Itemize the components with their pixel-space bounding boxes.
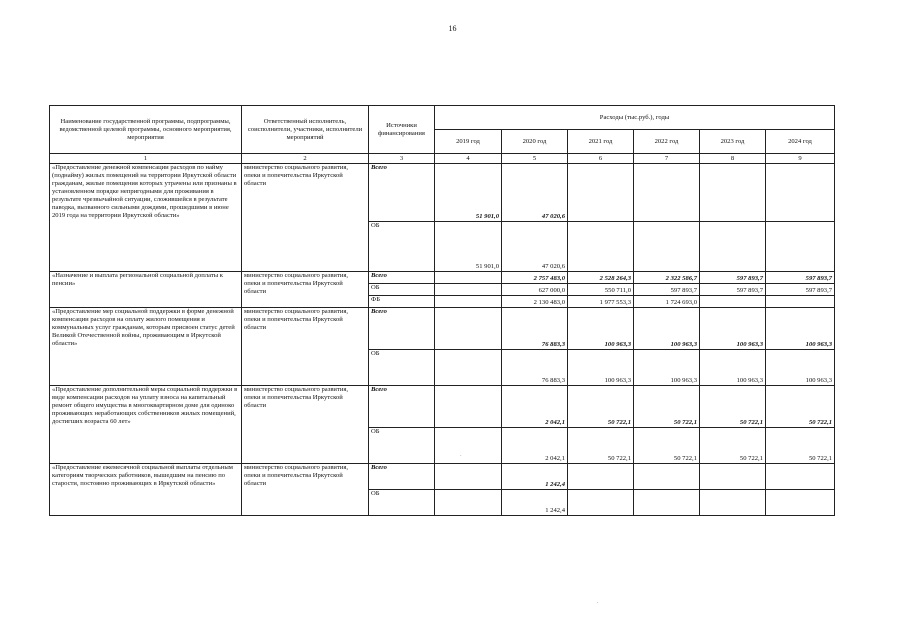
expense-value: 100 963,3 bbox=[700, 308, 766, 350]
funding-source: Всего bbox=[369, 272, 435, 284]
expense-value: 597 893,7 bbox=[766, 272, 835, 284]
expense-value bbox=[435, 350, 502, 386]
expense-value: 2 322 586,7 bbox=[634, 272, 700, 284]
expense-value: 2 042,1 bbox=[502, 428, 568, 464]
expense-value bbox=[435, 284, 502, 296]
expense-value bbox=[700, 164, 766, 222]
expense-value: 100 963,3 bbox=[568, 350, 634, 386]
expense-value bbox=[634, 164, 700, 222]
expense-value: 100 963,3 bbox=[634, 350, 700, 386]
expense-value: 597 893,7 bbox=[700, 284, 766, 296]
page-number: 16 bbox=[448, 24, 457, 33]
measure-name: «Предоставление ежемесячной социальной выплаты отдельным категориям творческих работников, вышедшим на пенсию по старости, постоянно проживающих в Иркутской области» bbox=[50, 464, 242, 516]
expense-value: 1 242,4 bbox=[502, 464, 568, 490]
measure-executor: министерство социального развития, опеки и попечительства Иркутской области bbox=[242, 308, 369, 386]
budget-table bbox=[49, 105, 835, 516]
funding-source: Всего bbox=[369, 308, 435, 350]
column-number: 7 bbox=[634, 154, 700, 164]
expense-value bbox=[435, 428, 502, 464]
measure-name: «Назначение и выплата региональной социальной доплаты к пенсии» bbox=[50, 272, 242, 308]
expense-value: 50 722,1 bbox=[766, 428, 835, 464]
measure-executor: министерство социального развития, опеки и попечительства Иркутской области bbox=[242, 272, 369, 308]
header-year: 2020 год bbox=[502, 130, 568, 154]
expense-value: 100 963,3 bbox=[700, 350, 766, 386]
table-row bbox=[50, 308, 835, 350]
expense-value: 51 901,0 bbox=[435, 222, 502, 272]
expense-value bbox=[568, 164, 634, 222]
expense-value bbox=[766, 296, 835, 308]
expense-value bbox=[435, 490, 502, 516]
header-year: 2024 год bbox=[766, 130, 835, 154]
expense-value bbox=[568, 222, 634, 272]
scan-speck: · bbox=[460, 454, 462, 459]
measure-executor: министерство социального развития, опеки и попечительства Иркутской области bbox=[242, 386, 369, 464]
expense-value bbox=[634, 490, 700, 516]
expense-value: 627 000,0 bbox=[502, 284, 568, 296]
funding-source: Всего bbox=[369, 164, 435, 222]
funding-source: ОБ bbox=[369, 428, 435, 464]
header-source: Источники финансирования bbox=[369, 106, 435, 154]
measure-name: «Предоставление дополнительной меры социальной поддержки в виде компенсации расходов на уплату взноса на капитальный ремонт общего имущества в многоквартирном доме для одиноко проживающих неработающих собственников жилых помещений, достигших возраста 60 лет» bbox=[50, 386, 242, 464]
expense-value bbox=[700, 222, 766, 272]
expense-value: 2 042,1 bbox=[502, 386, 568, 428]
scan-speck: · bbox=[597, 601, 599, 606]
expense-value bbox=[700, 296, 766, 308]
funding-source: Всего bbox=[369, 386, 435, 428]
expense-value: 50 722,1 bbox=[700, 386, 766, 428]
expense-value: 1 977 553,3 bbox=[568, 296, 634, 308]
header-year: 2022 год bbox=[634, 130, 700, 154]
header-executor: Ответственный исполнитель, соисполнители, участники, исполнители мероприятий bbox=[242, 106, 369, 154]
funding-source: ОБ bbox=[369, 284, 435, 296]
measure-executor: министерство социального развития, опеки и попечительства Иркутской области bbox=[242, 464, 369, 516]
column-number: 1 bbox=[50, 154, 242, 164]
column-number: 6 bbox=[568, 154, 634, 164]
table-row bbox=[50, 464, 835, 490]
expense-value: 100 963,3 bbox=[568, 308, 634, 350]
table-row bbox=[50, 164, 835, 222]
expense-value: 1 242,4 bbox=[502, 490, 568, 516]
column-number: 9 bbox=[766, 154, 835, 164]
measure-name: «Предоставление мер социальной поддержки в форме денежной компенсации расходов на оплату жилого помещения и коммунальных услуг гражданам, которым присвоен статус детей Великой Отечественной войны, проживающим в Иркутской области» bbox=[50, 308, 242, 386]
expense-value: 50 722,1 bbox=[568, 428, 634, 464]
expense-value: 597 893,7 bbox=[634, 284, 700, 296]
funding-source: ФБ bbox=[369, 296, 435, 308]
expense-value bbox=[766, 164, 835, 222]
funding-source: ОБ bbox=[369, 350, 435, 386]
expense-value: 50 722,1 bbox=[568, 386, 634, 428]
expense-value: 47 020,6 bbox=[502, 222, 568, 272]
funding-source: ОБ bbox=[369, 222, 435, 272]
header-year: 2019 год bbox=[435, 130, 502, 154]
column-number: 8 bbox=[700, 154, 766, 164]
funding-source: ОБ bbox=[369, 490, 435, 516]
expense-value bbox=[700, 464, 766, 490]
expense-value: 2 130 483,0 bbox=[502, 296, 568, 308]
expense-value bbox=[766, 222, 835, 272]
expense-value: 76 883,3 bbox=[502, 308, 568, 350]
measure-executor: министерство социального развития, опеки и попечительства Иркутской области bbox=[242, 164, 369, 272]
expense-value bbox=[568, 490, 634, 516]
expense-value: 100 963,3 bbox=[634, 308, 700, 350]
expense-value: 2 528 264,3 bbox=[568, 272, 634, 284]
funding-source: Всего bbox=[369, 464, 435, 490]
expense-value bbox=[435, 308, 502, 350]
header-name: Наименование государственной программы, подпрограммы, ведомственной целевой программы, основного мероприятия, мероприятия bbox=[50, 106, 242, 154]
expense-value: 50 722,1 bbox=[634, 386, 700, 428]
expense-value bbox=[634, 464, 700, 490]
measure-name: «Предоставление денежной компенсации расходов по найму (поднайму) жилых помещений на территории Иркутской области гражданам, жилые помещения которых утрачены или признаны в установленном порядке непригодными для проживания в результате чрезвычайной ситуации, сложившейся в результате паводка, вызванного сильными дождями, прошедшими в июне 2019 года на территории Иркутской области» bbox=[50, 164, 242, 272]
expense-value: 50 722,1 bbox=[700, 428, 766, 464]
column-number: 3 bbox=[369, 154, 435, 164]
header-expenses: Расходы (тыс.руб.), годы bbox=[435, 106, 835, 130]
expense-value: 76 883,3 bbox=[502, 350, 568, 386]
expense-value bbox=[435, 296, 502, 308]
table-row bbox=[50, 386, 835, 428]
header-year: 2021 год bbox=[568, 130, 634, 154]
expense-value bbox=[435, 464, 502, 490]
column-number: 4 bbox=[435, 154, 502, 164]
expense-value: 50 722,1 bbox=[634, 428, 700, 464]
expense-value: 100 963,3 bbox=[766, 350, 835, 386]
expense-value bbox=[700, 490, 766, 516]
expense-value: 50 722,1 bbox=[766, 386, 835, 428]
expense-value: 597 893,7 bbox=[700, 272, 766, 284]
expense-value: 47 020,6 bbox=[502, 164, 568, 222]
expense-value bbox=[634, 222, 700, 272]
expense-value bbox=[766, 464, 835, 490]
expense-value: 51 901,0 bbox=[435, 164, 502, 222]
expense-value bbox=[435, 386, 502, 428]
expense-value: 1 724 693,0 bbox=[634, 296, 700, 308]
header-year: 2023 год bbox=[700, 130, 766, 154]
expense-value: 100 963,3 bbox=[766, 308, 835, 350]
expense-value: 2 757 483,0 bbox=[502, 272, 568, 284]
table-row bbox=[50, 272, 835, 284]
expense-value bbox=[435, 272, 502, 284]
column-number: 2 bbox=[242, 154, 369, 164]
expense-value bbox=[568, 464, 634, 490]
column-number: 5 bbox=[502, 154, 568, 164]
expense-value bbox=[766, 490, 835, 516]
expense-value: 550 711,0 bbox=[568, 284, 634, 296]
expense-value: 597 893,7 bbox=[766, 284, 835, 296]
